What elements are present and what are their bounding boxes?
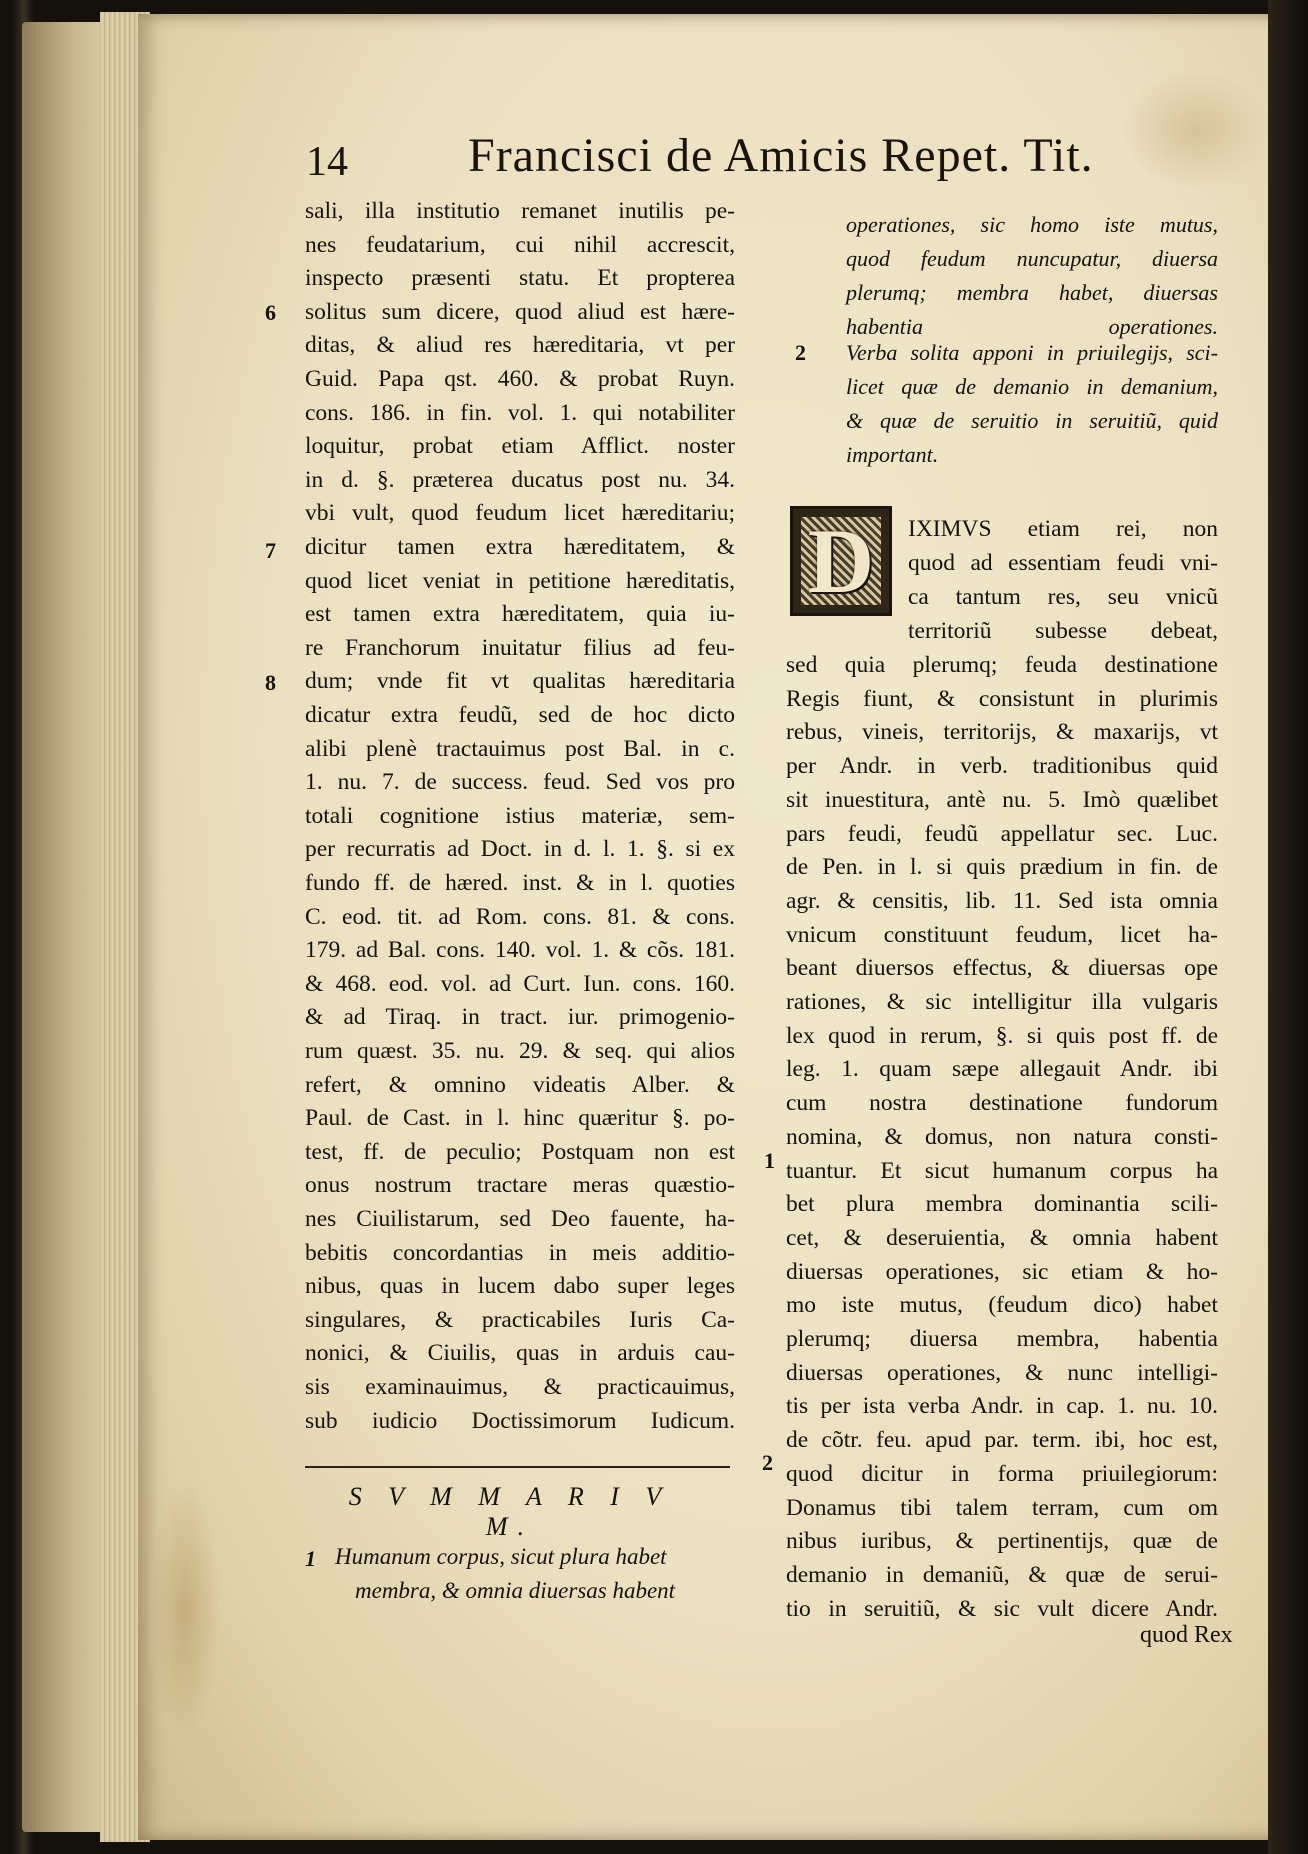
text-line: Regis fiunt, & consistunt in plurimis (786, 685, 1218, 712)
text-line: refert, & omnino videatis Alber. & (305, 1071, 735, 1098)
text-line: ca tantum res, seu vnicũ (908, 584, 1218, 610)
text-line: singulares, & practicabiles Iuris Ca- (305, 1306, 735, 1333)
running-title: Francisci de Amicis Repet. Tit. (468, 129, 1094, 182)
text-line: cum nostra destinatione fundorum (786, 1090, 1218, 1117)
text-line: important. (846, 442, 939, 467)
text-line: pars feudi, feudũ appellatur sec. Luc. (786, 820, 1218, 847)
text-line: beant diuersos effectus, & diuersas ope (786, 955, 1218, 982)
text-line: in d. §. præterea ducatus post nu. 34. (305, 466, 735, 493)
text-line: sit inuestitura, antè nu. 5. Imò quælibet (786, 786, 1218, 813)
margin-number: 6 (265, 300, 276, 325)
text-line: cet, & deseruientia, & omnia habent (786, 1224, 1218, 1251)
text-line: 1. nu. 7. de success. feud. Sed vos pro (305, 769, 735, 796)
text-line: C. eod. tit. ad Rom. cons. 81. & cons. (305, 903, 735, 930)
text-line: inspecto præsenti statu. Et propterea (305, 265, 735, 292)
text-line: territoriũ subesse debeat, (908, 618, 1218, 644)
margin-number: 8 (265, 670, 276, 695)
text-line: Donamus tibi talem terram, cum om (786, 1494, 1218, 1521)
text-line: tio in seruitiũ, & sic vult dicere Andr. (786, 1595, 1218, 1622)
text-line: sed quia plerumq; feuda destinatione (786, 652, 1218, 678)
text-line: lex quod in rerum, §. si quis post ff. de (786, 1022, 1218, 1049)
text-line: Guid. Papa qst. 460. & probat Ruyn. (305, 366, 735, 392)
text-line: alibi plenè tractauimus post Bal. in c. (305, 735, 735, 762)
text-line: sub iudicio Doctissimorum Iudicum. (305, 1407, 735, 1434)
text-line: plerumq; membra habet, diuersas (846, 280, 1218, 305)
text-line: sali, illa institutio remanet inutilis pe- (305, 198, 735, 224)
margin-number: 2 (762, 1450, 773, 1475)
decorated-initial (790, 506, 892, 616)
text-line: rebus, vineis, territorijs, & maxarijs, vt (786, 719, 1218, 746)
text-line: & 468. eod. vol. ad Curt. Iun. cons. 160. (305, 970, 735, 997)
text-line: bebitis concordantias in meis additio- (305, 1239, 735, 1266)
text-line: nonici, & Ciuilis, quas in arduis cau- (305, 1340, 735, 1367)
text-line: fundo ff. de hæred. inst. & in l. quoties (305, 870, 735, 896)
stain (150, 1480, 220, 1740)
text-line: Verba solita apponi in priuilegijs, sci- (846, 340, 1218, 365)
text-line: nibus, quas in lucem dabo super leges (305, 1273, 735, 1300)
right-column (786, 194, 1218, 1644)
text-line: totali cognitione istius materiæ, sem- (305, 802, 735, 829)
text-line: de cõtr. feu. apud par. term. ibi, hoc est, (786, 1427, 1218, 1454)
text-line: demanio in demaniũ, & quæ de serui- (786, 1561, 1218, 1588)
divider-rule (305, 1466, 730, 1468)
text-line: & ad Tiraq. in tract. iur. primogenio- (305, 1004, 735, 1031)
summarium-entry-number: 2 (795, 340, 806, 365)
text-line: habentia operationes. (846, 314, 1218, 339)
text-line: vbi vult, quod feudum licet hæreditariu; (305, 500, 735, 527)
text-line: per Andr. in verb. traditionibus quid (786, 753, 1218, 780)
text-line: tis per ista verba Andr. in cap. 1. nu. 10. (786, 1393, 1218, 1420)
page-number: 14 (306, 139, 348, 185)
text-line: diuersas operationes, & nunc intelligi- (786, 1359, 1218, 1386)
margin-number: 1 (764, 1148, 775, 1173)
text-line: loquitur, probat etiam Afflict. noster (305, 433, 735, 460)
text-line: leg. 1. quam sæpe allegauit Andr. ibi (786, 1056, 1218, 1083)
background-edge (1268, 0, 1308, 1854)
text-line: operationes, sic homo iste mutus, (846, 212, 1218, 237)
text-line: diuersas operationes, sic etiam & ho- (786, 1258, 1218, 1285)
text-line: per recurratis ad Doct. in d. l. 1. §. si ex (305, 836, 735, 863)
page-header (300, 128, 1094, 188)
initial-letter: D (807, 510, 875, 612)
text-line: tuantur. Et sicut humanum corpus ha (786, 1157, 1218, 1184)
text-line: licet quæ de demanio in demanium, (846, 374, 1218, 399)
text-line: agr. & censitis, lib. 11. Sed ista omnia (786, 887, 1218, 914)
catchword: quod Rex (1140, 1622, 1233, 1648)
text-line: 179. ad Bal. cons. 140. vol. 1. & cõs. 181. (305, 937, 735, 964)
text-line: onus nostrum tractare meras quæstio- (305, 1172, 735, 1199)
text-line: dicitur tamen extra hæreditatem, & (305, 534, 735, 560)
summarium-entry-number: 1 (305, 1546, 316, 1571)
text-line: mo iste mutus, (feudum dico) habet (786, 1292, 1218, 1319)
text-line: rum quæst. 35. nu. 29. & seq. qui alios (305, 1038, 735, 1064)
text-line: test, ff. de peculio; Postquam non est (305, 1138, 735, 1165)
text-line: nes Ciuilistarum, sed Deo fauente, ha- (305, 1206, 735, 1232)
text-line: & quæ de seruitio in seruitiũ, quid (846, 408, 1218, 433)
text-line: Paul. de Cast. in l. hinc quæritur §. po- (305, 1105, 735, 1132)
text-line: cons. 186. in fin. vol. 1. qui notabiliter (305, 399, 735, 426)
text-line: quod dicitur in forma priuilegiorum: (786, 1460, 1218, 1487)
text-line: vnicum constituunt feudum, licet ha- (786, 921, 1218, 948)
text-line: dicatur extra feudũ, sed de hoc dicto (305, 702, 735, 728)
text-line: sis examinauimus, & practicauimus, (305, 1374, 735, 1400)
text-line: de Pen. in l. si quis prædium in fin. de (786, 854, 1218, 881)
text-line: solitus sum dicere, quod aliud est hære- (305, 298, 735, 325)
text-line: quod feudum nuncupatur, diuersa (846, 246, 1218, 271)
summarium-entry-line: Humanum corpus, sicut plura habet (335, 1544, 667, 1569)
text-line: est tamen extra hæreditatem, quia iu- (305, 601, 735, 628)
margin-number: 7 (265, 538, 276, 563)
text-line: nes feudatarium, cui nihil accrescit, (305, 231, 735, 258)
text-line: nibus iuribus, & pertinentijs, quæ de (786, 1528, 1218, 1555)
text-line: ditas, & aliud res hæreditaria, vt per (305, 332, 735, 359)
text-line: plerumq; diuersa membra, habentia (786, 1326, 1218, 1352)
text-line: quod ad essentiam feudi vni- (908, 550, 1218, 576)
text-line: rationes, & sic intelligitur illa vulgaris (786, 989, 1218, 1015)
text-line: nomina, & domus, non natura consti- (786, 1123, 1218, 1150)
text-line: re Franchorum inuitatur filius ad feu- (305, 634, 735, 661)
left-column (305, 194, 735, 1444)
stain (1120, 70, 1270, 190)
text-line: quod licet veniat in petitione hæreditatis, (305, 567, 735, 594)
text-line: bet plura membra dominantia scili- (786, 1191, 1218, 1218)
summarium-title: S V M M A R I V M. (348, 1482, 672, 1541)
summarium-entry-line: membra, & omnia diuersas habent (355, 1578, 676, 1603)
text-line: IXIMVS etiam rei, non (908, 516, 1218, 542)
text-line: dum; vnde fit vt qualitas hæreditaria (305, 668, 735, 695)
